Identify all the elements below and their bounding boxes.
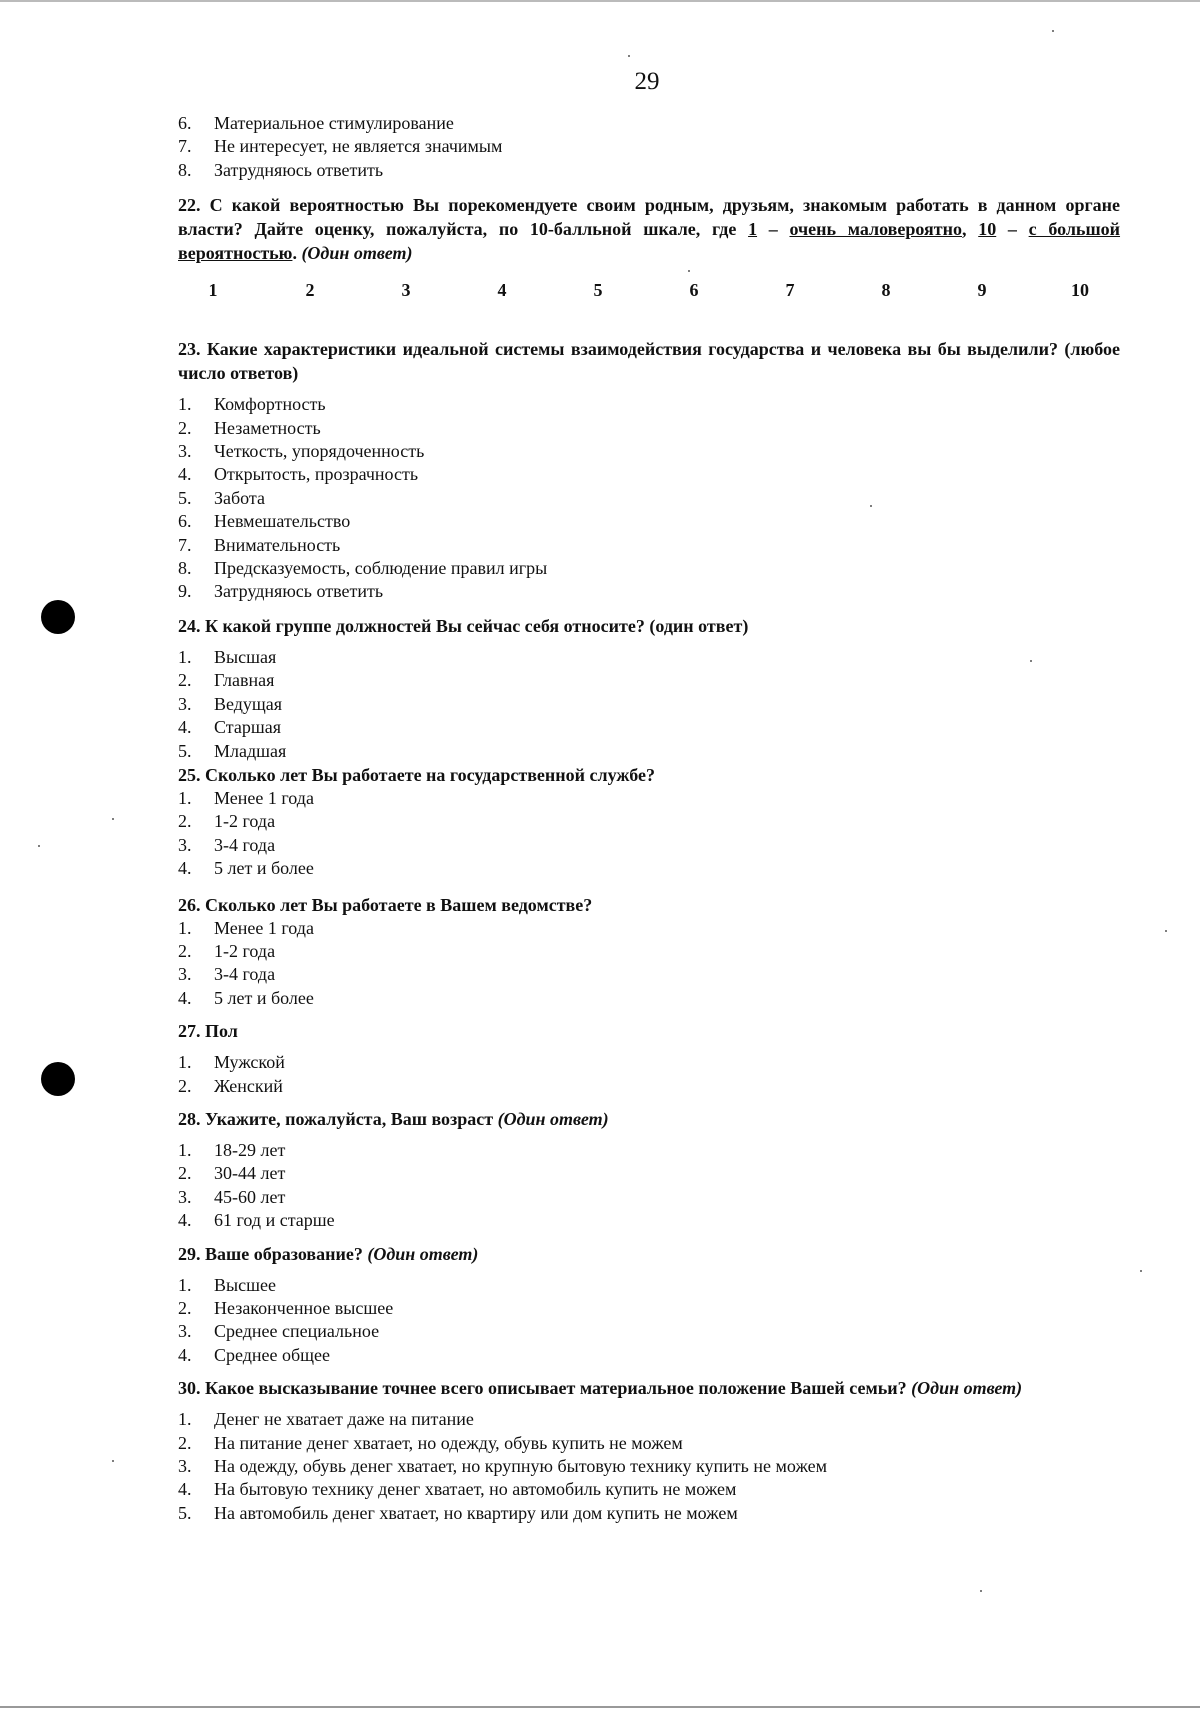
question-25-title: 25. Сколько лет Вы работаете на государственной службе? [178, 764, 655, 785]
list-item: 5. На автомобиль денег хватает, но квартиру или дом купить не можем [178, 1502, 738, 1523]
q27-options [178, 1051, 1120, 1098]
scale-value: 7 [785, 280, 795, 301]
q26-options [178, 917, 1120, 1011]
q23-options [178, 393, 1120, 604]
list-item: 1. 18-29 лет [178, 1139, 286, 1160]
list-item: 1. Денег не хватает даже на питание [178, 1409, 474, 1430]
list-item: 4. Среднее общее [178, 1344, 331, 1365]
question-30-title: 30. Какое высказывание точнее всего описывает материальное положение Вашей семьи? (Один ответ) [178, 1378, 1023, 1399]
list-item: 1. Менее 1 года [178, 917, 314, 938]
list-item: 3. 3-4 года [178, 964, 276, 985]
list-item: 4. 5 лет и более [178, 858, 314, 879]
questionnaire-page [178, 112, 1120, 1525]
list-item: 4. Открытость, прозрачность [178, 464, 419, 485]
scan-top-edge [0, 0, 1200, 2]
scan-speck [980, 1590, 982, 1592]
scale-value: 6 [689, 280, 699, 301]
question-23-title: 23. Какие характеристики идеальной системы взаимодействия государства и человека вы бы выделили? (любое число ответов) [178, 339, 1120, 384]
q24-options [178, 646, 1120, 763]
list-item: 3. 45-60 лет [178, 1186, 286, 1207]
list-item: 2. Женский [178, 1075, 283, 1096]
question-29-title: 29. Ваше образование? (Один ответ) [178, 1243, 479, 1264]
list-item: 7. Внимательность [178, 534, 341, 555]
list-item: 9. Затрудняюсь ответить [178, 581, 384, 602]
list-item: 2. Незаметность [178, 417, 321, 438]
list-item: 8. Затрудняюсь ответить [178, 159, 384, 180]
list-item: 4. 5 лет и более [178, 987, 314, 1008]
list-item: 2. На питание денег хватает, но одежду, обувь купить не можем [178, 1432, 683, 1453]
question-22-title: 22. С какой вероятностью Вы порекомендуете своим родным, друзьям, знакомым работать в данном органе власти? Дайте оценку, пожалуйста, по 10-балльной шкале, где 1 – очень маловероятно, 10 – с большой вероятностью. (Один ответ) [178, 195, 1121, 264]
list-item: 1. Высшее [178, 1274, 276, 1295]
q25-options [178, 787, 1120, 881]
q21-options-tail [178, 112, 1120, 182]
list-item: 5. Забота [178, 487, 266, 508]
scan-speck [112, 818, 114, 820]
q30-options [178, 1408, 1120, 1525]
list-item: 1. Мужской [178, 1052, 285, 1073]
list-item: 1. Высшая [178, 646, 277, 667]
scan-speck [1140, 1270, 1142, 1272]
question-26-title: 26. Сколько лет Вы работаете в Вашем ведомстве? [178, 894, 593, 915]
question-27-title: 27. Пол [178, 1021, 238, 1042]
scale-value: 5 [593, 280, 603, 301]
page-number: 29 [634, 68, 660, 95]
list-item: 4. 61 год и старше [178, 1210, 335, 1231]
q28-options [178, 1139, 1120, 1233]
scale-value: 10 [1071, 280, 1089, 301]
list-item: 3. На одежду, обувь денег хватает, но крупную бытовую технику купить не можем [178, 1456, 828, 1477]
list-item: 3. Среднее специальное [178, 1321, 380, 1342]
scan-speck [1165, 930, 1167, 932]
list-item: 1. Комфортность [178, 394, 326, 415]
scale-value: 9 [977, 280, 987, 301]
list-item: 2. 30-44 лет [178, 1163, 286, 1184]
list-item: 3. 3-4 года [178, 834, 276, 855]
list-item: 3. Ведущая [178, 693, 283, 714]
list-item: 2. Незаконченное высшее [178, 1298, 394, 1318]
scale-value: 4 [497, 280, 507, 301]
scale-value: 8 [881, 280, 891, 301]
scan-speck [1052, 30, 1054, 32]
list-item: 6. Невмешательство [178, 511, 351, 532]
question-28-title: 28. Укажите, пожалуйста, Ваш возраст (Один ответ) [178, 1108, 609, 1129]
punch-hole-bottom [41, 1062, 75, 1096]
scan-bottom-edge [0, 1706, 1200, 1708]
list-item: 5. Младшая [178, 740, 287, 761]
list-item: 7. Не интересует, не является значимым [178, 136, 503, 157]
list-item: 2. 1-2 года [178, 940, 276, 961]
question-24-title: 24. К какой группе должностей Вы сейчас себя относите? (один ответ) [178, 615, 749, 636]
scale-value: 1 [208, 280, 218, 301]
scale-value: 3 [401, 280, 411, 301]
scan-speck [38, 845, 40, 847]
list-item: 8. Предсказуемость, соблюдение правил игры [178, 558, 548, 579]
scan-speck [112, 1460, 114, 1462]
q29-options [178, 1274, 1120, 1368]
list-item: 1. Менее 1 года [178, 787, 314, 808]
scale-value: 2 [305, 280, 315, 301]
scan-speck [628, 55, 630, 57]
list-item: 3. Четкость, упорядоченность [178, 441, 425, 462]
punch-hole-top [41, 600, 75, 634]
list-item: 4. Старшая [178, 717, 281, 738]
list-item: 2. Главная [178, 670, 275, 691]
list-item: 4. На бытовую технику денег хватает, но автомобиль купить не можем [178, 1479, 737, 1500]
list-item: 6. Материальное стимулирование [178, 113, 454, 133]
rating-scale-1-10 [178, 280, 1120, 302]
list-item: 2. 1-2 года [178, 811, 276, 832]
